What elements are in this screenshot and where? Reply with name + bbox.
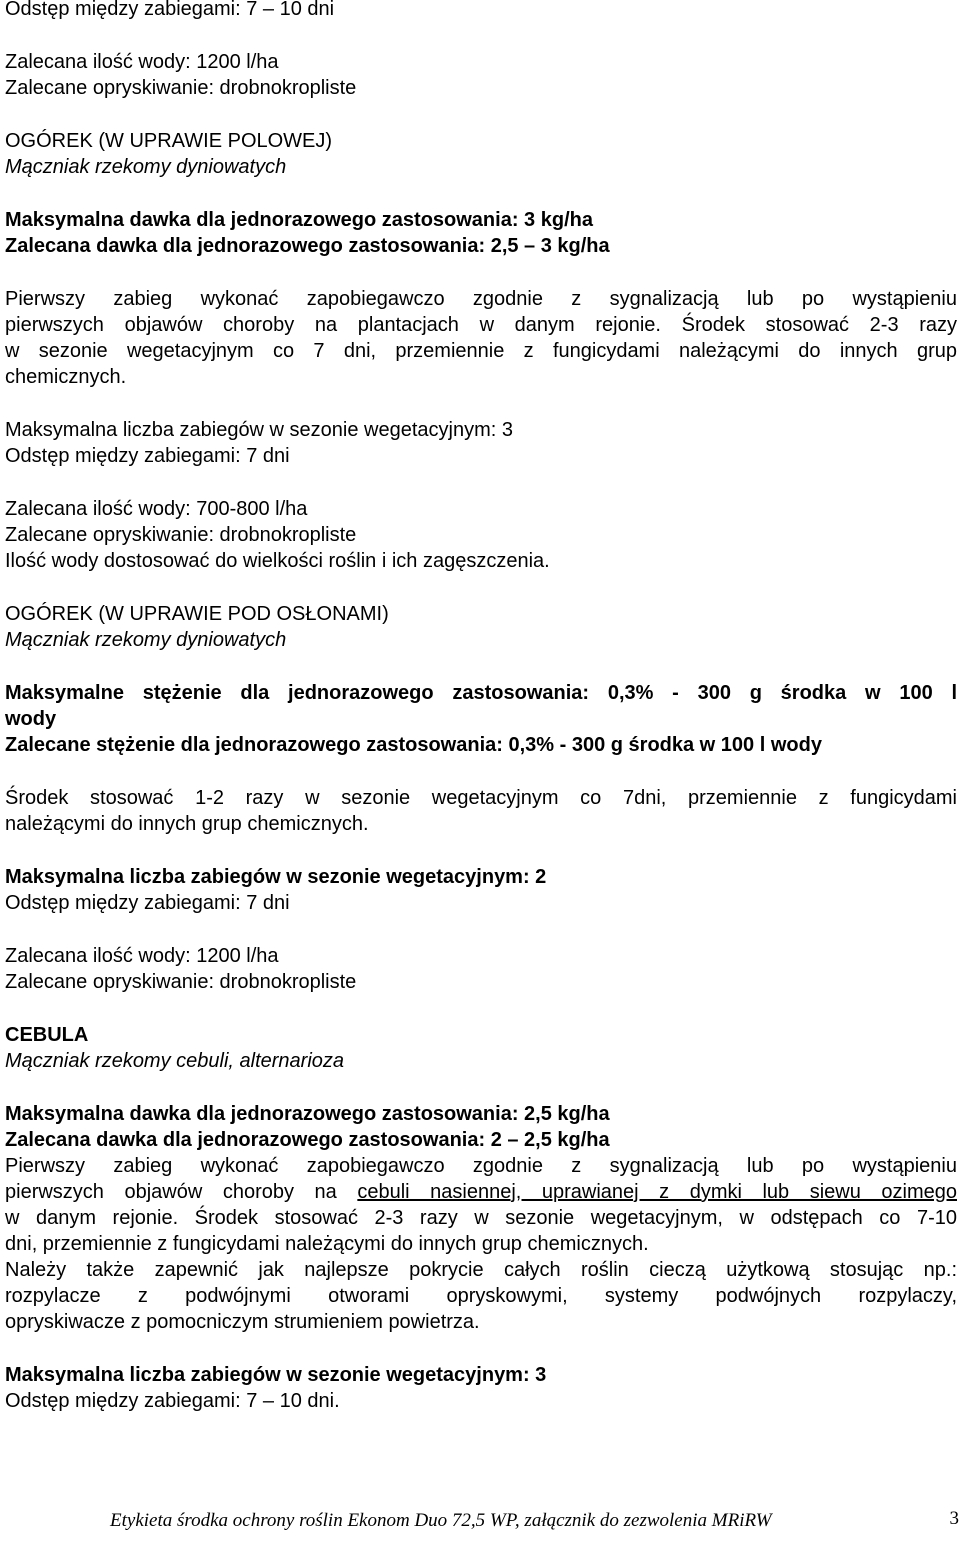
interval-line: Odstęp między zabiegami: 7 – 10 dni [5, 0, 335, 20]
spraying-type-line: Zalecane opryskiwanie: drobnokropliste [5, 77, 357, 99]
max-concentration-line-cont: wody [5, 708, 57, 730]
paragraph-line: rozpylacze z podwójnymi otworami opryskowymi, systemy podwójnych rozpylaczy, [5, 1285, 957, 1307]
water-note-line: Ilość wody dostosować do wielkości roślin i ich zagęszczenia. [5, 550, 550, 572]
max-dose-line: Maksymalna dawka dla jednorazowego zastosowania: 2,5 kg/ha [5, 1103, 610, 1125]
paragraph-line-underlined [5, 1179, 957, 1205]
paragraph-text: pierwszych objawów choroby na [5, 1181, 358, 1203]
recommended-dose-line: Zalecana dawka dla jednorazowego zastosowania: 2,5 – 3 kg/ha [5, 235, 610, 257]
max-treatments-line: Maksymalna liczba zabiegów w sezonie wegetacyjnym: 3 [5, 1364, 547, 1386]
spraying-type-line: Zalecane opryskiwanie: drobnokropliste [5, 524, 357, 546]
paragraph-line: Środek stosować 1-2 razy w sezonie wegetacyjnym co 7dni, przemiennie z fungicydami [5, 787, 957, 809]
max-dose-line: Maksymalna dawka dla jednorazowego zastosowania: 3 kg/ha [5, 209, 593, 231]
interval-line: Odstęp między zabiegami: 7 – 10 dni. [5, 1390, 340, 1412]
paragraph-line: w danym rejonie. Środek stosować 2-3 razy w sezonie wegetacyjnym, w odstępach co 7-10 [5, 1207, 957, 1229]
max-treatments-line: Maksymalna liczba zabiegów w sezonie wegetacyjnym: 2 [5, 866, 547, 888]
page-number: 3 [949, 1508, 959, 1529]
water-amount-line: Zalecana ilość wody: 1200 l/ha [5, 51, 279, 73]
page-footer [110, 1504, 960, 1538]
paragraph-line: chemicznych. [5, 366, 127, 388]
underlined-text: cebuli nasiennej, uprawianej z dymki lub siewu ozimego [357, 1181, 957, 1203]
interval-line: Odstęp między zabiegami: 7 dni [5, 892, 290, 914]
paragraph-line: pierwszych objawów choroby na plantacjach w danym rejonie. Środek stosować 2-3 razy [5, 314, 957, 336]
paragraph-line: opryskiwacze z pomocniczym strumieniem powietrza. [5, 1311, 480, 1333]
paragraph-line: dni, przemiennie z fungicydami należącymi do innych grup chemicznych. [5, 1233, 649, 1255]
document-page [5, 0, 957, 1414]
water-amount-line: Zalecana ilość wody: 1200 l/ha [5, 945, 279, 967]
water-amount-line: Zalecana ilość wody: 700-800 l/ha [5, 498, 308, 520]
crop-heading-onion: CEBULA [5, 1024, 89, 1046]
max-treatments-line: Maksymalna liczba zabiegów w sezonie wegetacyjnym: 3 [5, 419, 514, 441]
paragraph-line: Pierwszy zabieg wykonać zapobiegawczo zgodnie z sygnalizacją lub po wystąpieniu [5, 288, 957, 310]
paragraph-line: należącymi do innych grup chemicznych. [5, 813, 369, 835]
recommended-concentration-line: Zalecane stężenie dla jednorazowego zastosowania: 0,3% - 300 g środka w 100 l wody [5, 734, 822, 756]
max-concentration-line: Maksymalne stężenie dla jednorazowego zastosowania: 0,3% - 300 g środka w 100 l [5, 682, 957, 704]
disease-name: Mączniak rzekomy cebuli, alternarioza [5, 1050, 345, 1072]
disease-name: Mączniak rzekomy dyniowatych [5, 629, 287, 651]
disease-name: Mączniak rzekomy dyniowatych [5, 156, 287, 178]
crop-heading-cucumber-field: OGÓREK (W UPRAWIE POLOWEJ) [5, 130, 333, 152]
crop-heading-cucumber-covered: OGÓREK (W UPRAWIE POD OSŁONAMI) [5, 603, 389, 625]
footer-text: Etykieta środka ochrony roślin Ekonom Duo 72,5 WP, załącznik do zezwolenia MRiRW [110, 1510, 772, 1531]
interval-line: Odstęp między zabiegami: 7 dni [5, 445, 290, 467]
paragraph-line: Należy także zapewnić jak najlepsze pokrycie całych roślin cieczą użytkową stosując np.: [5, 1259, 957, 1281]
spraying-type-line: Zalecane opryskiwanie: drobnokropliste [5, 971, 357, 993]
paragraph-line: Pierwszy zabieg wykonać zapobiegawczo zgodnie z sygnalizacją lub po wystąpieniu [5, 1155, 957, 1177]
recommended-dose-line: Zalecana dawka dla jednorazowego zastosowania: 2 – 2,5 kg/ha [5, 1129, 610, 1151]
paragraph-line: w sezonie wegetacyjnym co 7 dni, przemiennie z fungicydami należącymi do innych grup [5, 340, 957, 362]
